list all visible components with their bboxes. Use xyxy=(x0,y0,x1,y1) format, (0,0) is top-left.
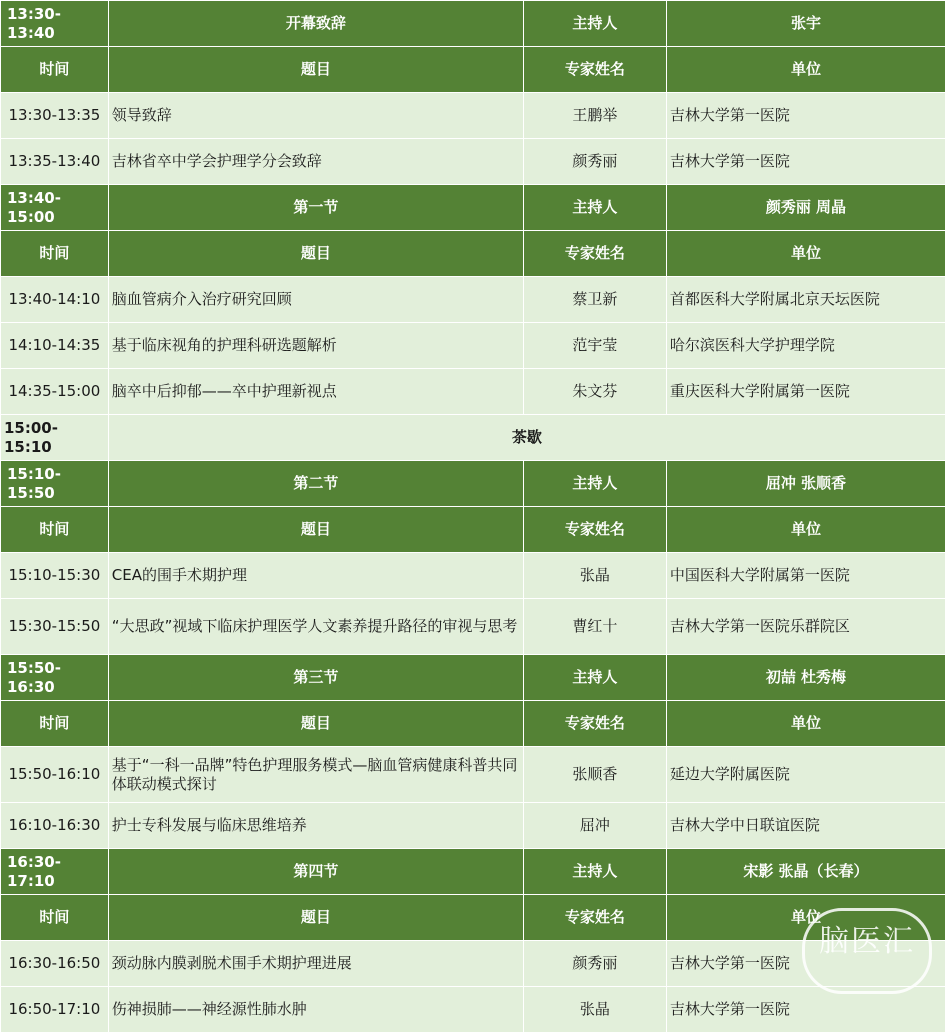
host-label: 主持人 xyxy=(523,655,666,701)
header-expert: 专家姓名 xyxy=(523,701,666,747)
table-row xyxy=(1,803,946,849)
session-title: 开幕致辞 xyxy=(108,1,523,47)
table-row xyxy=(1,747,946,803)
table-row xyxy=(1,987,946,1033)
item-topic: 护士专科发展与临床思维培养 xyxy=(108,803,523,849)
item-time: 14:10-14:35 xyxy=(1,323,109,369)
header-topic: 题目 xyxy=(108,47,523,93)
item-expert: 蔡卫新 xyxy=(523,277,666,323)
item-unit: 中国医科大学附属第一医院 xyxy=(666,553,945,599)
column-header-row xyxy=(1,47,946,93)
item-unit: 哈尔滨医科大学护理学院 xyxy=(666,323,945,369)
header-topic: 题目 xyxy=(108,895,523,941)
break-row xyxy=(1,415,946,461)
session-time: 16:30-17:10 xyxy=(1,849,109,895)
item-expert: 张顺香 xyxy=(523,747,666,803)
header-expert: 专家姓名 xyxy=(523,47,666,93)
table-row xyxy=(1,93,946,139)
item-topic: 伤神损肺——神经源性肺水肿 xyxy=(108,987,523,1033)
table-row xyxy=(1,277,946,323)
session-title: 第一节 xyxy=(108,185,523,231)
host-label: 主持人 xyxy=(523,849,666,895)
session-hosts: 张宇 xyxy=(666,1,945,47)
header-unit: 单位 xyxy=(666,701,945,747)
item-topic: 脑血管病介入治疗研究回顾 xyxy=(108,277,523,323)
header-time: 时间 xyxy=(1,507,109,553)
header-expert: 专家姓名 xyxy=(523,507,666,553)
item-unit: 吉林大学中日联谊医院 xyxy=(666,803,945,849)
item-topic: 基于“一科一品牌”特色护理服务模式—脑血管病健康科普共同体联动模式探讨 xyxy=(108,747,523,803)
header-time: 时间 xyxy=(1,231,109,277)
header-time: 时间 xyxy=(1,895,109,941)
item-unit: 吉林大学第一医院 xyxy=(666,139,945,185)
item-topic: 基于临床视角的护理科研选题解析 xyxy=(108,323,523,369)
item-expert: 张晶 xyxy=(523,553,666,599)
session-row xyxy=(1,1,946,47)
item-expert: 屈冲 xyxy=(523,803,666,849)
item-expert: 颜秀丽 xyxy=(523,139,666,185)
item-expert: 朱文芬 xyxy=(523,369,666,415)
item-topic: “大思政”视域下临床护理医学人文素养提升路径的审视与思考 xyxy=(108,599,523,655)
item-unit: 吉林大学第一医院 xyxy=(666,987,945,1033)
header-topic: 题目 xyxy=(108,701,523,747)
item-topic: CEA的围手术期护理 xyxy=(108,553,523,599)
host-label: 主持人 xyxy=(523,1,666,47)
session-row xyxy=(1,655,946,701)
item-time: 16:10-16:30 xyxy=(1,803,109,849)
header-unit: 单位 xyxy=(666,231,945,277)
break-label: 茶歇 xyxy=(108,415,945,461)
header-time: 时间 xyxy=(1,701,109,747)
host-label: 主持人 xyxy=(523,185,666,231)
header-topic: 题目 xyxy=(108,507,523,553)
item-expert: 王鹏举 xyxy=(523,93,666,139)
session-hosts: 宋影 张晶（长春） xyxy=(666,849,945,895)
watermark-logo: 脑医汇 xyxy=(802,908,932,994)
item-time: 13:35-13:40 xyxy=(1,139,109,185)
item-topic: 脑卒中后抑郁——卒中护理新视点 xyxy=(108,369,523,415)
schedule-body xyxy=(1,1,946,1033)
item-unit: 重庆医科大学附属第一医院 xyxy=(666,369,945,415)
session-time: 13:40-15:00 xyxy=(1,185,109,231)
header-unit: 单位 xyxy=(666,895,945,941)
item-time: 16:50-17:10 xyxy=(1,987,109,1033)
table-row xyxy=(1,139,946,185)
session-hosts: 颜秀丽 周晶 xyxy=(666,185,945,231)
column-header-row xyxy=(1,701,946,747)
item-unit: 首都医科大学附属北京天坛医院 xyxy=(666,277,945,323)
item-time: 15:10-15:30 xyxy=(1,553,109,599)
item-time: 13:30-13:35 xyxy=(1,93,109,139)
header-unit: 单位 xyxy=(666,507,945,553)
table-row xyxy=(1,599,946,655)
header-time: 时间 xyxy=(1,47,109,93)
item-expert: 范宇莹 xyxy=(523,323,666,369)
item-expert: 颜秀丽 xyxy=(523,941,666,987)
column-header-row xyxy=(1,231,946,277)
session-row xyxy=(1,849,946,895)
item-topic: 吉林省卒中学会护理学分会致辞 xyxy=(108,139,523,185)
host-label: 主持人 xyxy=(523,461,666,507)
table-row xyxy=(1,323,946,369)
item-time: 13:40-14:10 xyxy=(1,277,109,323)
session-time: 15:10-15:50 xyxy=(1,461,109,507)
item-topic: 颈动脉内膜剥脱术围手术期护理进展 xyxy=(108,941,523,987)
session-time: 13:30-13:40 xyxy=(1,1,109,47)
header-expert: 专家姓名 xyxy=(523,895,666,941)
item-time: 15:50-16:10 xyxy=(1,747,109,803)
header-topic: 题目 xyxy=(108,231,523,277)
column-header-row xyxy=(1,507,946,553)
item-time: 14:35-15:00 xyxy=(1,369,109,415)
item-expert: 张晶 xyxy=(523,987,666,1033)
session-title: 第三节 xyxy=(108,655,523,701)
table-row xyxy=(1,369,946,415)
session-title: 第二节 xyxy=(108,461,523,507)
session-row xyxy=(1,185,946,231)
session-title: 第四节 xyxy=(108,849,523,895)
break-time: 15:00-15:10 xyxy=(1,415,109,461)
session-hosts: 初喆 杜秀梅 xyxy=(666,655,945,701)
item-unit: 吉林大学第一医院乐群院区 xyxy=(666,599,945,655)
header-expert: 专家姓名 xyxy=(523,231,666,277)
item-time: 15:30-15:50 xyxy=(1,599,109,655)
item-unit: 延边大学附属医院 xyxy=(666,747,945,803)
session-row xyxy=(1,461,946,507)
item-time: 16:30-16:50 xyxy=(1,941,109,987)
header-unit: 单位 xyxy=(666,47,945,93)
item-unit: 吉林大学第一医院 xyxy=(666,941,945,987)
table-row xyxy=(1,553,946,599)
item-expert: 曹红十 xyxy=(523,599,666,655)
session-hosts: 屈冲 张顺香 xyxy=(666,461,945,507)
session-time: 15:50-16:30 xyxy=(1,655,109,701)
item-topic: 领导致辞 xyxy=(108,93,523,139)
item-unit: 吉林大学第一医院 xyxy=(666,93,945,139)
